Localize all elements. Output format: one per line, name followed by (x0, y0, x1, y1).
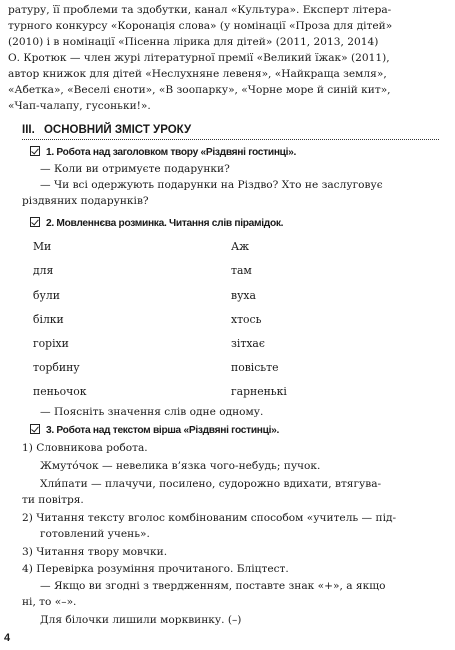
pyramid-word: горіхи (33, 337, 69, 350)
task-3-line: ні, то «–». (22, 596, 77, 608)
section-heading (22, 123, 191, 137)
task-1-title: 1. Робота над заголовком твору «Різдвяні гостинці». (46, 147, 297, 158)
pyramid-word: пеньочок (33, 385, 87, 398)
pyramid-word: гарненькі (231, 385, 287, 398)
question-line: різдвяних подарунків? (22, 195, 149, 207)
task-3-line: 3) Читання твору мовчки. (22, 546, 168, 558)
task-3-line: 2) Читання тексту вголос комбінованим способом «учитель — під- (22, 512, 397, 524)
task-3-line: готовлений учень». (40, 528, 150, 540)
task-3-line: Жмуто́чок — невелика в’язка чого-небудь; пучок. (40, 460, 321, 472)
pyramid-word: повісьте (231, 361, 279, 374)
intro-line: автор книжок для дітей «Неслухняне левеня», «Найкраща земля», (8, 68, 387, 80)
task-3-line: Хли́пати — плачучи, посилено, судорожно вдихати, втягува- (40, 478, 382, 490)
task-2-instruction: — Поясніть значення слів одне одному. (40, 406, 264, 418)
intro-line: «Чап-чалапу, гусоньки!». (8, 100, 151, 112)
pyramid-word: хтось (231, 313, 262, 326)
task-3-line: Для білочки лишили морквинку. (–) (40, 614, 242, 626)
task-2-title: 2. Мовленнєва розминка. Читання слів пірамідок. (46, 218, 284, 229)
pyramid-word: торбину (33, 361, 80, 374)
intro-line: «Абетка», «Веселі єноти», «В зоопарку», «Чорне море й синій кит», (8, 84, 391, 96)
intro-line: О. Кротюк — член журі літературної премії «Великий їжак» (2011), (8, 52, 390, 64)
task-3-line: 1) Словникова робота. (22, 442, 148, 454)
task-3-line: — Якщо ви згодні з твердженням, поставте знак «+», а якщо (40, 580, 386, 592)
task-3-line: ти повітря. (22, 494, 84, 506)
intro-line: ратуру, її проблеми та здобутки, канал «Культура». Експерт літера- (8, 4, 392, 16)
section-numeral: III. (22, 124, 35, 136)
task-1-heading (30, 145, 296, 160)
pyramid-word: Аж (231, 240, 250, 253)
task-2-heading (30, 216, 283, 231)
section-divider (22, 139, 439, 140)
question-line: — Коли ви отримуєте подарунки? (40, 163, 230, 175)
checkbox-icon (30, 146, 40, 156)
page-number: 4 (4, 632, 11, 644)
section-title: ОСНОВНИЙ ЗМІСТ УРОКУ (43, 124, 192, 136)
task-3-heading (30, 423, 279, 438)
intro-line: (2010) і в номінації «Пісенна лірика для дітей» (2011, 2013, 2014) (8, 36, 379, 48)
pyramid-word: для (33, 264, 54, 277)
pyramid-word: зітхає (231, 337, 265, 350)
pyramid-word: вуха (231, 289, 256, 302)
intro-line: турного конкурсу «Коронація слова» (у номінації «Проза для дітей» (8, 20, 393, 32)
checkbox-icon (30, 424, 40, 434)
pyramid-word: білки (33, 313, 64, 326)
question-line: — Чи всі одержують подарунки на Різдво? Хто не заслуговує (40, 179, 383, 191)
pyramid-word: Ми (33, 240, 52, 253)
pyramid-word: там (231, 264, 252, 277)
checkbox-icon (30, 217, 40, 227)
task-3-title: 3. Робота над текстом вірша «Різдвяні гостинці». (46, 425, 280, 436)
task-3-line: 4) Перевірка розуміння прочитаного. Бліцтест. (22, 563, 289, 575)
pyramid-word: були (33, 289, 60, 302)
